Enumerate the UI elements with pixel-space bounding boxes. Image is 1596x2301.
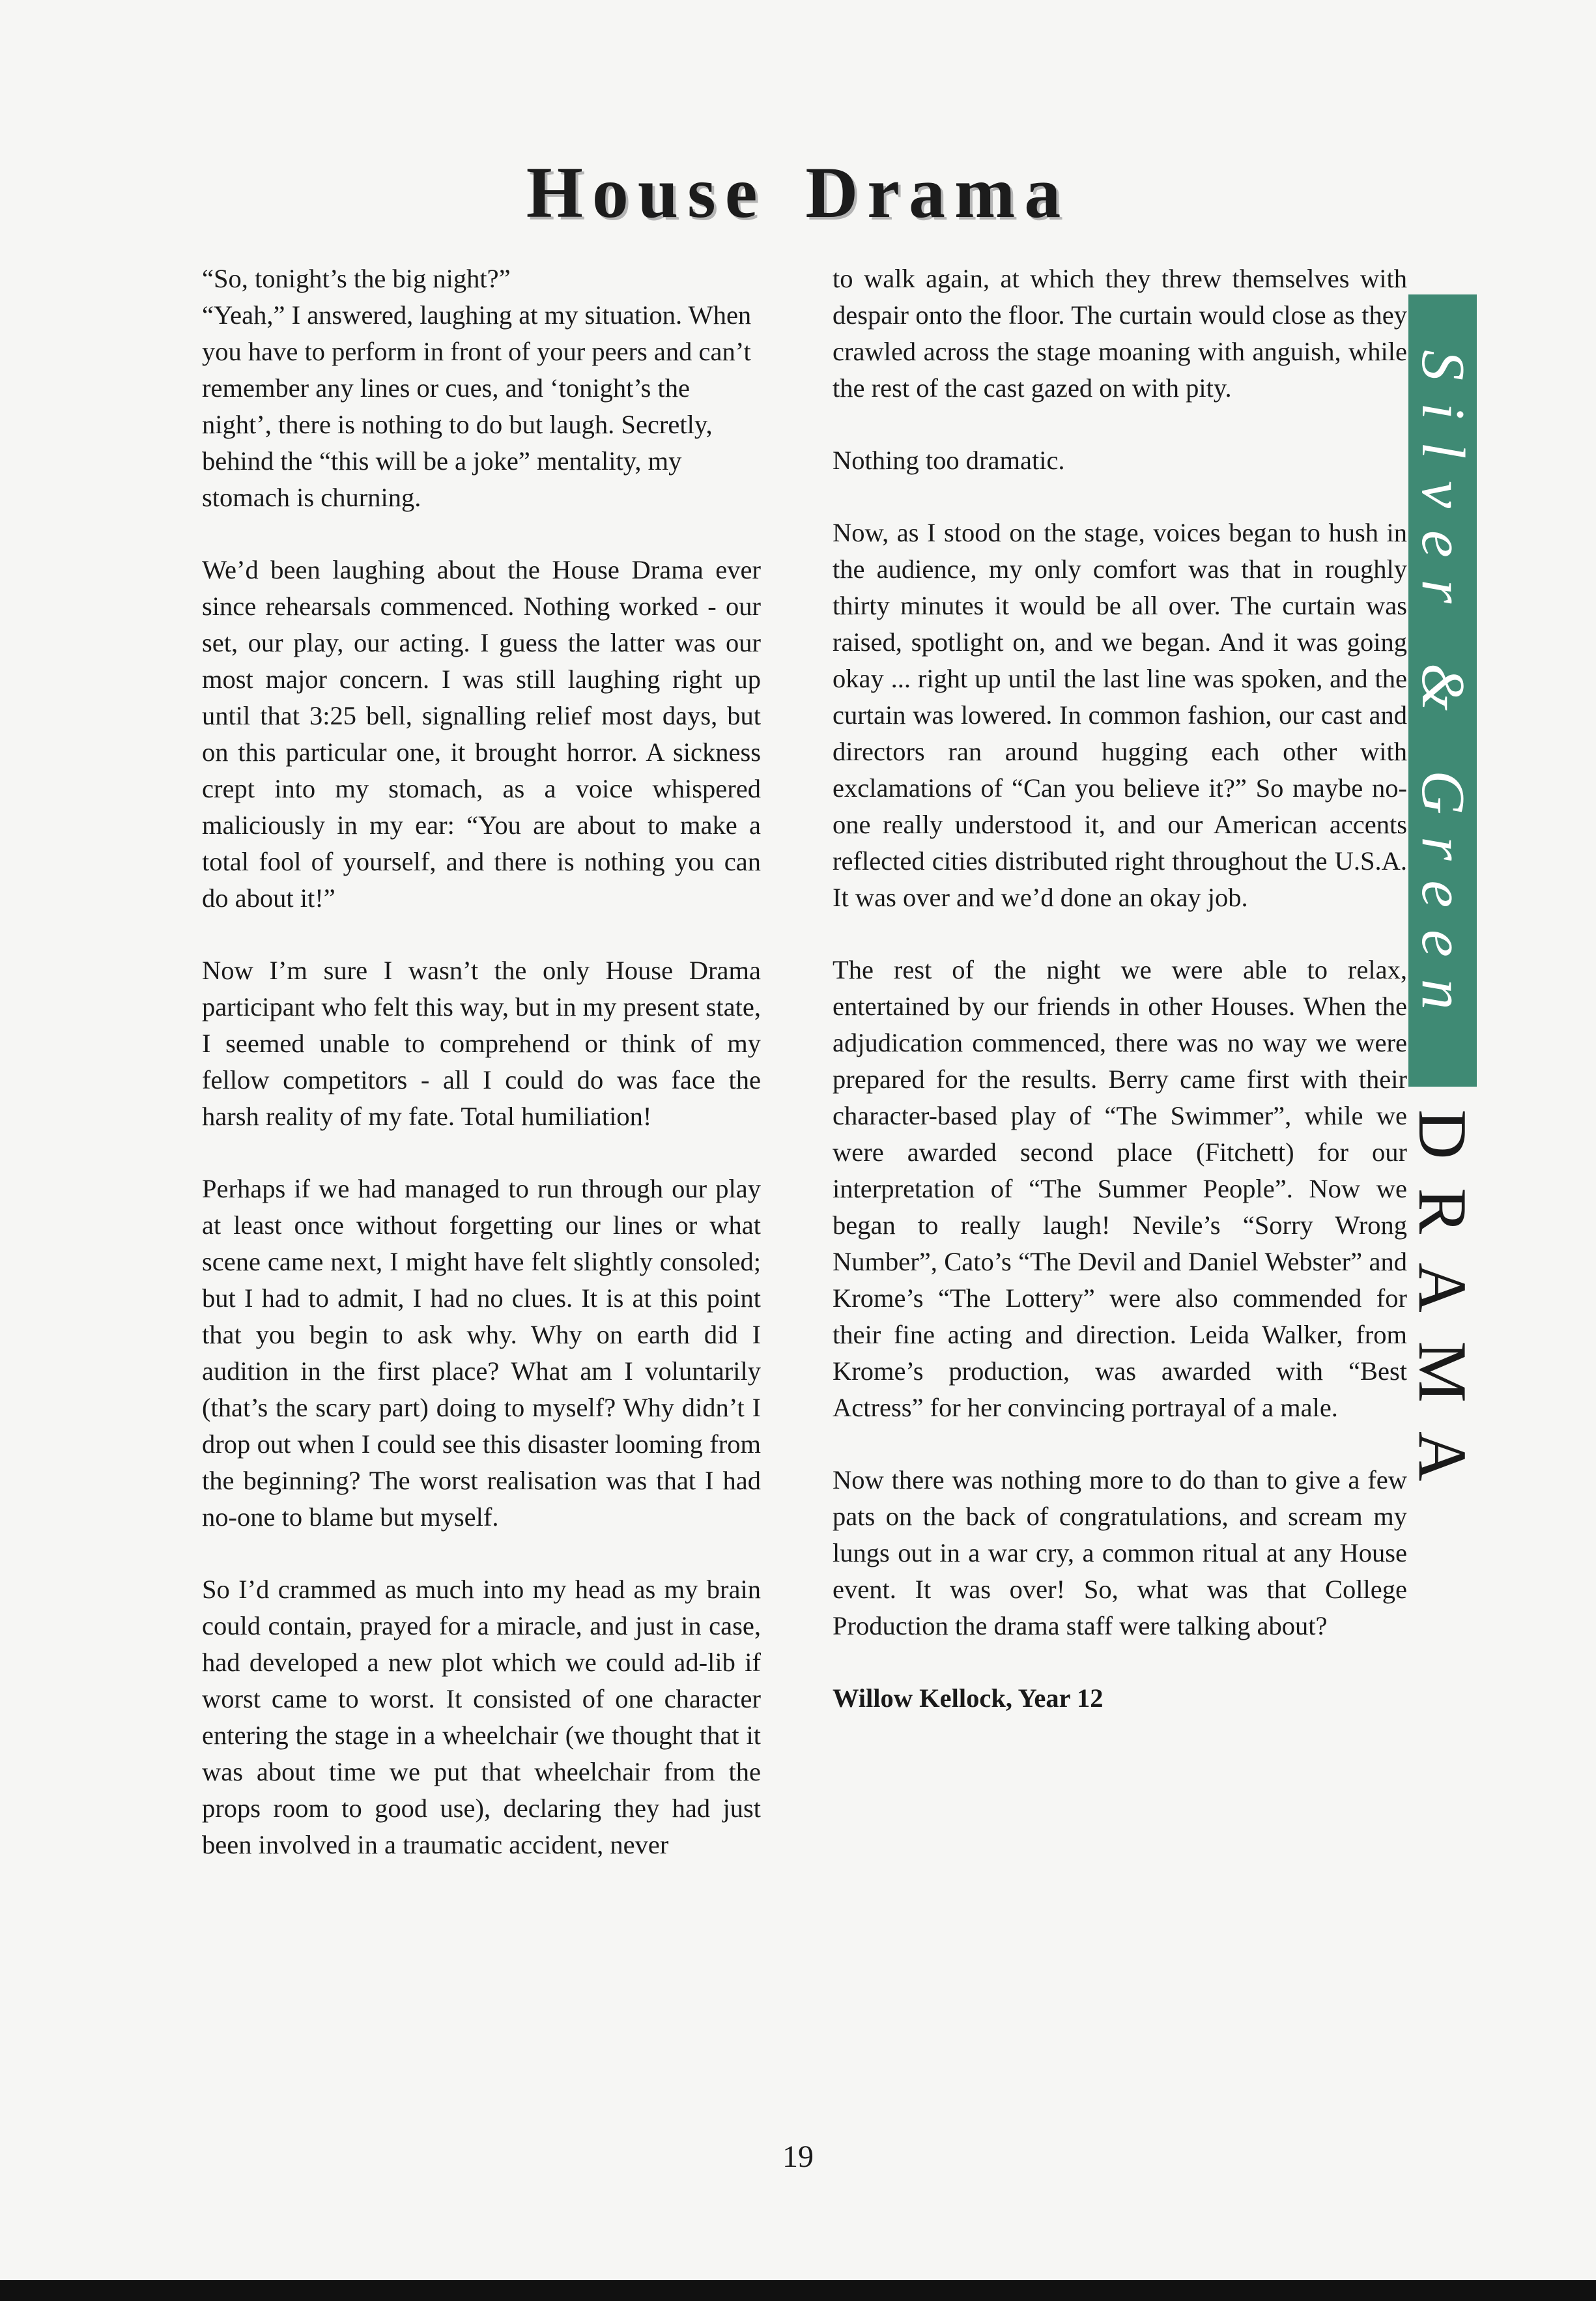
page-number: 19 — [782, 2139, 814, 2174]
paragraph: So I’d crammed as much into my head as my brain could contain, prayed for a miracle, and just in case, had developed a new plot which we could ad-lib if worst came to worst. It consisted of one character entering the stage in a wheelchair (we thought that it was about time we put that wheelchair from the props room to good use), declaring they had just been involved in a traumatic accident, never — [202, 1575, 761, 1859]
paragraph-opening — [202, 261, 761, 516]
paragraph: Now there was nothing more to do than to give a few pats on the back of congratulations, and scream my lungs out in a war cry, a common ritual at any House event. It was over! So, what was that College Production the drama staff were talking about? — [833, 1465, 1407, 1640]
author-signature: Willow Kellock, Year 12 — [833, 1683, 1104, 1713]
title-word-drama: Drama — [805, 152, 1070, 233]
opening-question: “So, tonight’s the big night?” — [202, 264, 511, 293]
paragraph: We’d been laughing about the House Drama ever since rehearsals commenced. Nothing worked - our set, our play, our acting. I guess the latter was our most major concern. I was still laughing right up until that 3:25 bell, signalling relief most days, but on this particular one, it brought horror. A sickness crept into my stomach, as a voice whispered maliciously in my ear: “You are about to make a total fool of yourself, and there is nothing you can do about it!” — [202, 555, 761, 913]
left-column — [202, 261, 761, 1899]
opening-answer: “Yeah,” I answered, laughing at my situation. When you have to perform in front of your peers and can’t remember any lines or cues, and ‘tonight’s the night’, there is nothing to do but laugh. Secretly, behind the “this will be a joke” mentality, my stomach is churning. — [202, 300, 752, 512]
silver-green-label: Silver & Green — [1409, 349, 1477, 1032]
paragraph: Nothing too dramatic. — [833, 446, 1065, 475]
scan-bottom-edge — [0, 2280, 1596, 2301]
page-title — [0, 151, 1596, 235]
title-word-house: House — [526, 152, 767, 233]
right-column — [833, 261, 1407, 1752]
paragraph: to walk again, at which they threw themselves with despair onto the floor. The curtain would close as they crawled across the stage moaning with anguish, while the rest of the cast gazed on with pity. — [833, 264, 1407, 403]
paragraph: Perhaps if we had managed to run through our play at least once without forgetting our lines or what scene came next, I might have felt slightly consoled; but I had to admit, I had no clues. It is at this point that you begin to ask why. Why on earth did I audition in the first place? What am I voluntarily (that’s the scary part) doing to myself? Why didn’t I drop out when I could see this disaster looming from the beginning? The worst realisation was that I had no-one to blame but myself. — [202, 1174, 761, 1532]
paragraph: The rest of the night we were able to relax, entertained by our friends in other Houses. When the adjudication commenced, there was no way we were prepared for the results. Berry came first with their character-based play of “The Swimmer”, while we were awarded second place (Fitchett) for our interpretation of “The Summer People”. Now we began to really laugh! Nevile’s “Sorry Wrong Number”, Cato’s “The Devil and Daniel Webster” and Krome’s “The Lottery” were also commended for their fine acting and direction. Leida Walker, from Krome’s production, was awarded with “Best Actress” for her convincing portrayal of a male. — [833, 955, 1407, 1422]
drama-vertical-heading: DRAMA — [1404, 1109, 1481, 1510]
paragraph: Now, as I stood on the stage, voices began to hush in the audience, my only comfort was that in roughly thirty minutes it would be all over. The curtain was raised, spotlight on, and we began. And it was going okay ... right up until the last line was spoken, and the curtain was lowered. In common fashion, our cast and directors ran around hugging each other with exclamations of “Can you believe it?” So maybe no-one really understood it, and our American accents reflected cities distributed right throughout the U.S.A. It was over and we’d done an okay job. — [833, 518, 1407, 912]
paragraph: Now I’m sure I wasn’t the only House Drama participant who felt this way, but in my present state, I seemed unable to comprehend or think of my fellow competitors - all I could do was face the harsh reality of my fate. Total humiliation! — [202, 956, 761, 1131]
